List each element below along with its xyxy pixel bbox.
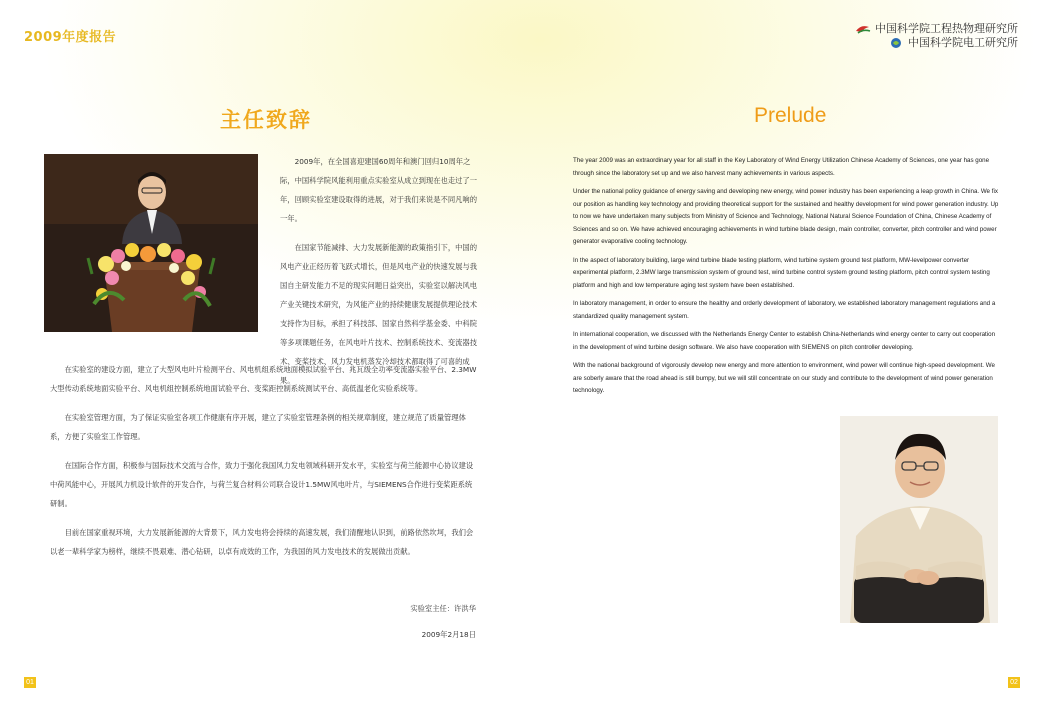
iet-logo-icon bbox=[855, 23, 871, 35]
signature: 实验室主任：许洪华 bbox=[410, 604, 476, 613]
body-text-en bbox=[573, 155, 999, 404]
paragraph: 在国际合作方面，积极参与国际技术交流与合作，致力于强化我国风力发电领域科研开发水平，实验室与荷兰能源中心协议建设中荷风能中心，开展风力机设计软件的开发合作，与荷兰复合材料公司联合设计1.5MW风电叶片，与SIEMENS合作进行变桨距系统研制。 bbox=[50, 461, 474, 508]
institute-name: 中国科学院电工研究所 bbox=[908, 36, 1018, 49]
paragraph: 在实验室管理方面，为了保证实验室各项工作健康有序开展，建立了实验室管理条例的相关规章制度，建立规范了质量管理体系，方便了实验室工作管理。 bbox=[50, 413, 466, 441]
paragraph: With the national background of vigorously develop new energy and more attention to environment, wind power will continue high-speed development. We are soberly aware that the road ahead is still bumpy, but we will still concentrate on our study and contribute to the development of wind power generation technology. bbox=[573, 362, 995, 394]
paragraph: 2009年，在全国喜迎建国60周年和澳门回归10周年之际，中国科学院风能利用重点实验室从成立到现在也走过了一年，回顾实验室建设取得的进展，对于我们来说是不同凡响的一年。 bbox=[280, 157, 478, 223]
director-portrait-illustration bbox=[840, 416, 998, 623]
signature-block bbox=[300, 596, 476, 648]
institute-row bbox=[855, 36, 1018, 50]
signature-date: 2009年2月18日 bbox=[421, 630, 476, 639]
institute-row bbox=[855, 22, 1018, 36]
institute-logos bbox=[855, 22, 1018, 50]
paragraph: 目前在国家重视环境，大力发展新能源的大背景下，风力发电将会持续的高速发展，我们清醒地认识到，前路依然坎坷，我们会以老一辈科学家为榜样，继续不畏艰难、潜心钻研，以卓有成效的工作，为我国的风力发电技术的发展做出贡献。 bbox=[50, 528, 474, 556]
page-number-badge: 02 bbox=[1008, 677, 1020, 688]
paragraph: Under the national policy guidance of energy saving and developing new energy, wind power industry has been experiencing a leap growth in China. We fix our position as handling key technology and providing theoretical support for the sustained and healthy development for wind power generation industry. Up to now we have undertaken many subjects from Ministry of Science and Technology, National Natural Science Foundation of China, Chinese Academy of Sciences and so on. We have achieved encouraging achievements in wind turbine blade design, main controller, converter, pitch controller and wind power generator evaporative cooling technology. bbox=[573, 188, 999, 245]
director-portrait-photo bbox=[840, 416, 998, 623]
paragraph: In the aspect of laboratory building, large wind turbine blade testing platform, wind turbine system ground test platform, MW-levelpower converter experimental platform, 2.3MW large transmission system of ground test, wind turbine control system ground testing platform, pitch control system testing platform and high and low temperature aging test system have been established. bbox=[573, 256, 990, 289]
paragraph: 在实验室的建设方面，建立了大型风电叶片检测平台、风电机组系统地面模拟试验平台、兆瓦级全功率变流器实验平台、2.3MW大型传动系统地面实验平台、风电机组控制系统地面试验平台、变桨距控制系统测试平台、高低温老化实验系统等。 bbox=[50, 365, 477, 393]
page-title-en: Prelude bbox=[754, 104, 827, 127]
page-title-cn: 主任致辞 bbox=[220, 108, 312, 132]
paragraph: In international cooperation, we discussed with the Netherlands Energy Center to establish China-Netherlands wind energy center to carry out cooperation in the development of wind turbine design software. We also have cooperation with SIEMENS on pitch controller developing. bbox=[573, 331, 996, 351]
body-text-cn bbox=[50, 360, 478, 571]
institute-name: 中国科学院工程热物理研究所 bbox=[875, 22, 1018, 35]
paragraph: The year 2009 was an extraordinary year for all staff in the Key Laboratory of Wind Energy Utilization Chinese Academy of Sciences, one year has gone through since the laboratory set up and we also harvest many achievements in various aspects. bbox=[573, 157, 990, 177]
paragraph: 在国家节能减排、大力发展新能源的政策指引下，中国的风电产业正经历着飞跃式增长，但是风电产业的快速发展与我国自主研发能力不足的现实问题日益突出，实验室以解决风电产业关键技术研究，为风能产业的持续健康发展提供理论技术支持作为目标，承担了科技部、国家自然科学基金委、中科院等多项课题任务，在风电叶片技术、控制系统技术、变流器技术、变桨技术、风力发电机蒸发冷却技术都取得了可喜的成果。 bbox=[280, 243, 478, 385]
right-page bbox=[524, 0, 1048, 710]
director-speech-illustration bbox=[44, 154, 258, 332]
report-label: 2009年度报告 bbox=[24, 30, 117, 45]
page-number-badge: 01 bbox=[24, 677, 36, 688]
director-speech-photo bbox=[44, 154, 258, 332]
iee-logo-icon bbox=[888, 37, 904, 49]
paragraph: In laboratory management, in order to ensure the healthy and orderly development of laboratory, we established laboratory management regulations and a standardized quality management system. bbox=[573, 300, 996, 320]
